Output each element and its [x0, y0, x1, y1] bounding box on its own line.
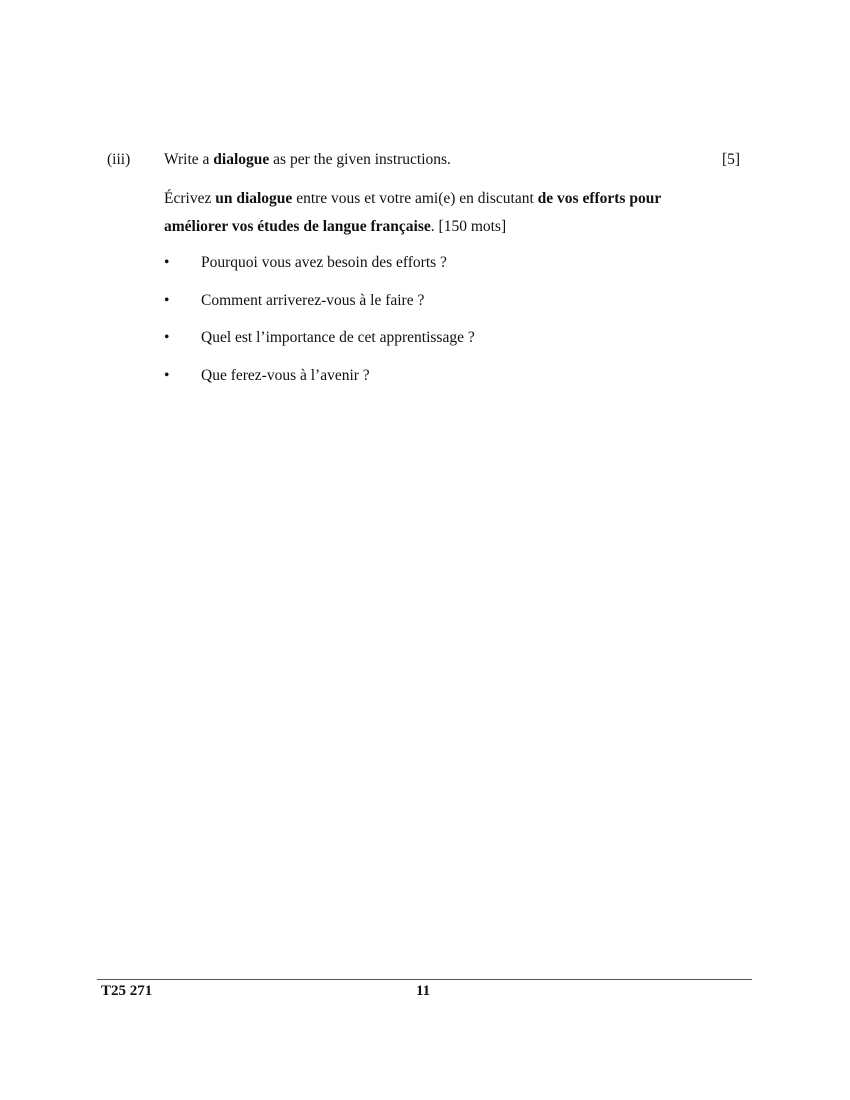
prompt-bold-2: de vos efforts pour améliorer vos études de langue française — [164, 190, 661, 235]
bullet-icon: • — [164, 254, 170, 271]
question-instruction — [164, 151, 451, 169]
bullet-text: Comment arriverez-vous à le faire ? — [201, 291, 425, 309]
footer-divider — [97, 979, 752, 980]
instruction-bold-word: dialogue — [213, 151, 270, 168]
question-label: (iii) — [107, 151, 131, 168]
instruction-text-pre: Write a — [164, 151, 214, 168]
prompt-text-2: entre vous et votre ami(e) en discutant — [292, 190, 538, 207]
paper-code: T25 271 — [101, 983, 153, 999]
question-marks: [5] — [722, 151, 741, 168]
bullet-icon: • — [164, 366, 170, 384]
question-prompt — [164, 185, 704, 241]
bullet-icon: • — [164, 291, 170, 309]
prompt-text-3: . [150 mots] — [430, 218, 507, 235]
bullet-text: Que ferez-vous à l’avenir ? — [201, 366, 370, 384]
bullet-text: Pourquoi vous avez besoin des efforts ? — [201, 254, 447, 271]
bullet-text: Quel est l’importance de cet apprentissage ? — [201, 329, 475, 346]
page-number: 11 — [416, 983, 431, 999]
bullet-icon: • — [164, 329, 170, 346]
prompt-bold-1: un dialogue — [215, 190, 293, 207]
instruction-text-post: as per the given instructions. — [269, 151, 451, 168]
prompt-text-1: Écrivez — [164, 190, 216, 207]
